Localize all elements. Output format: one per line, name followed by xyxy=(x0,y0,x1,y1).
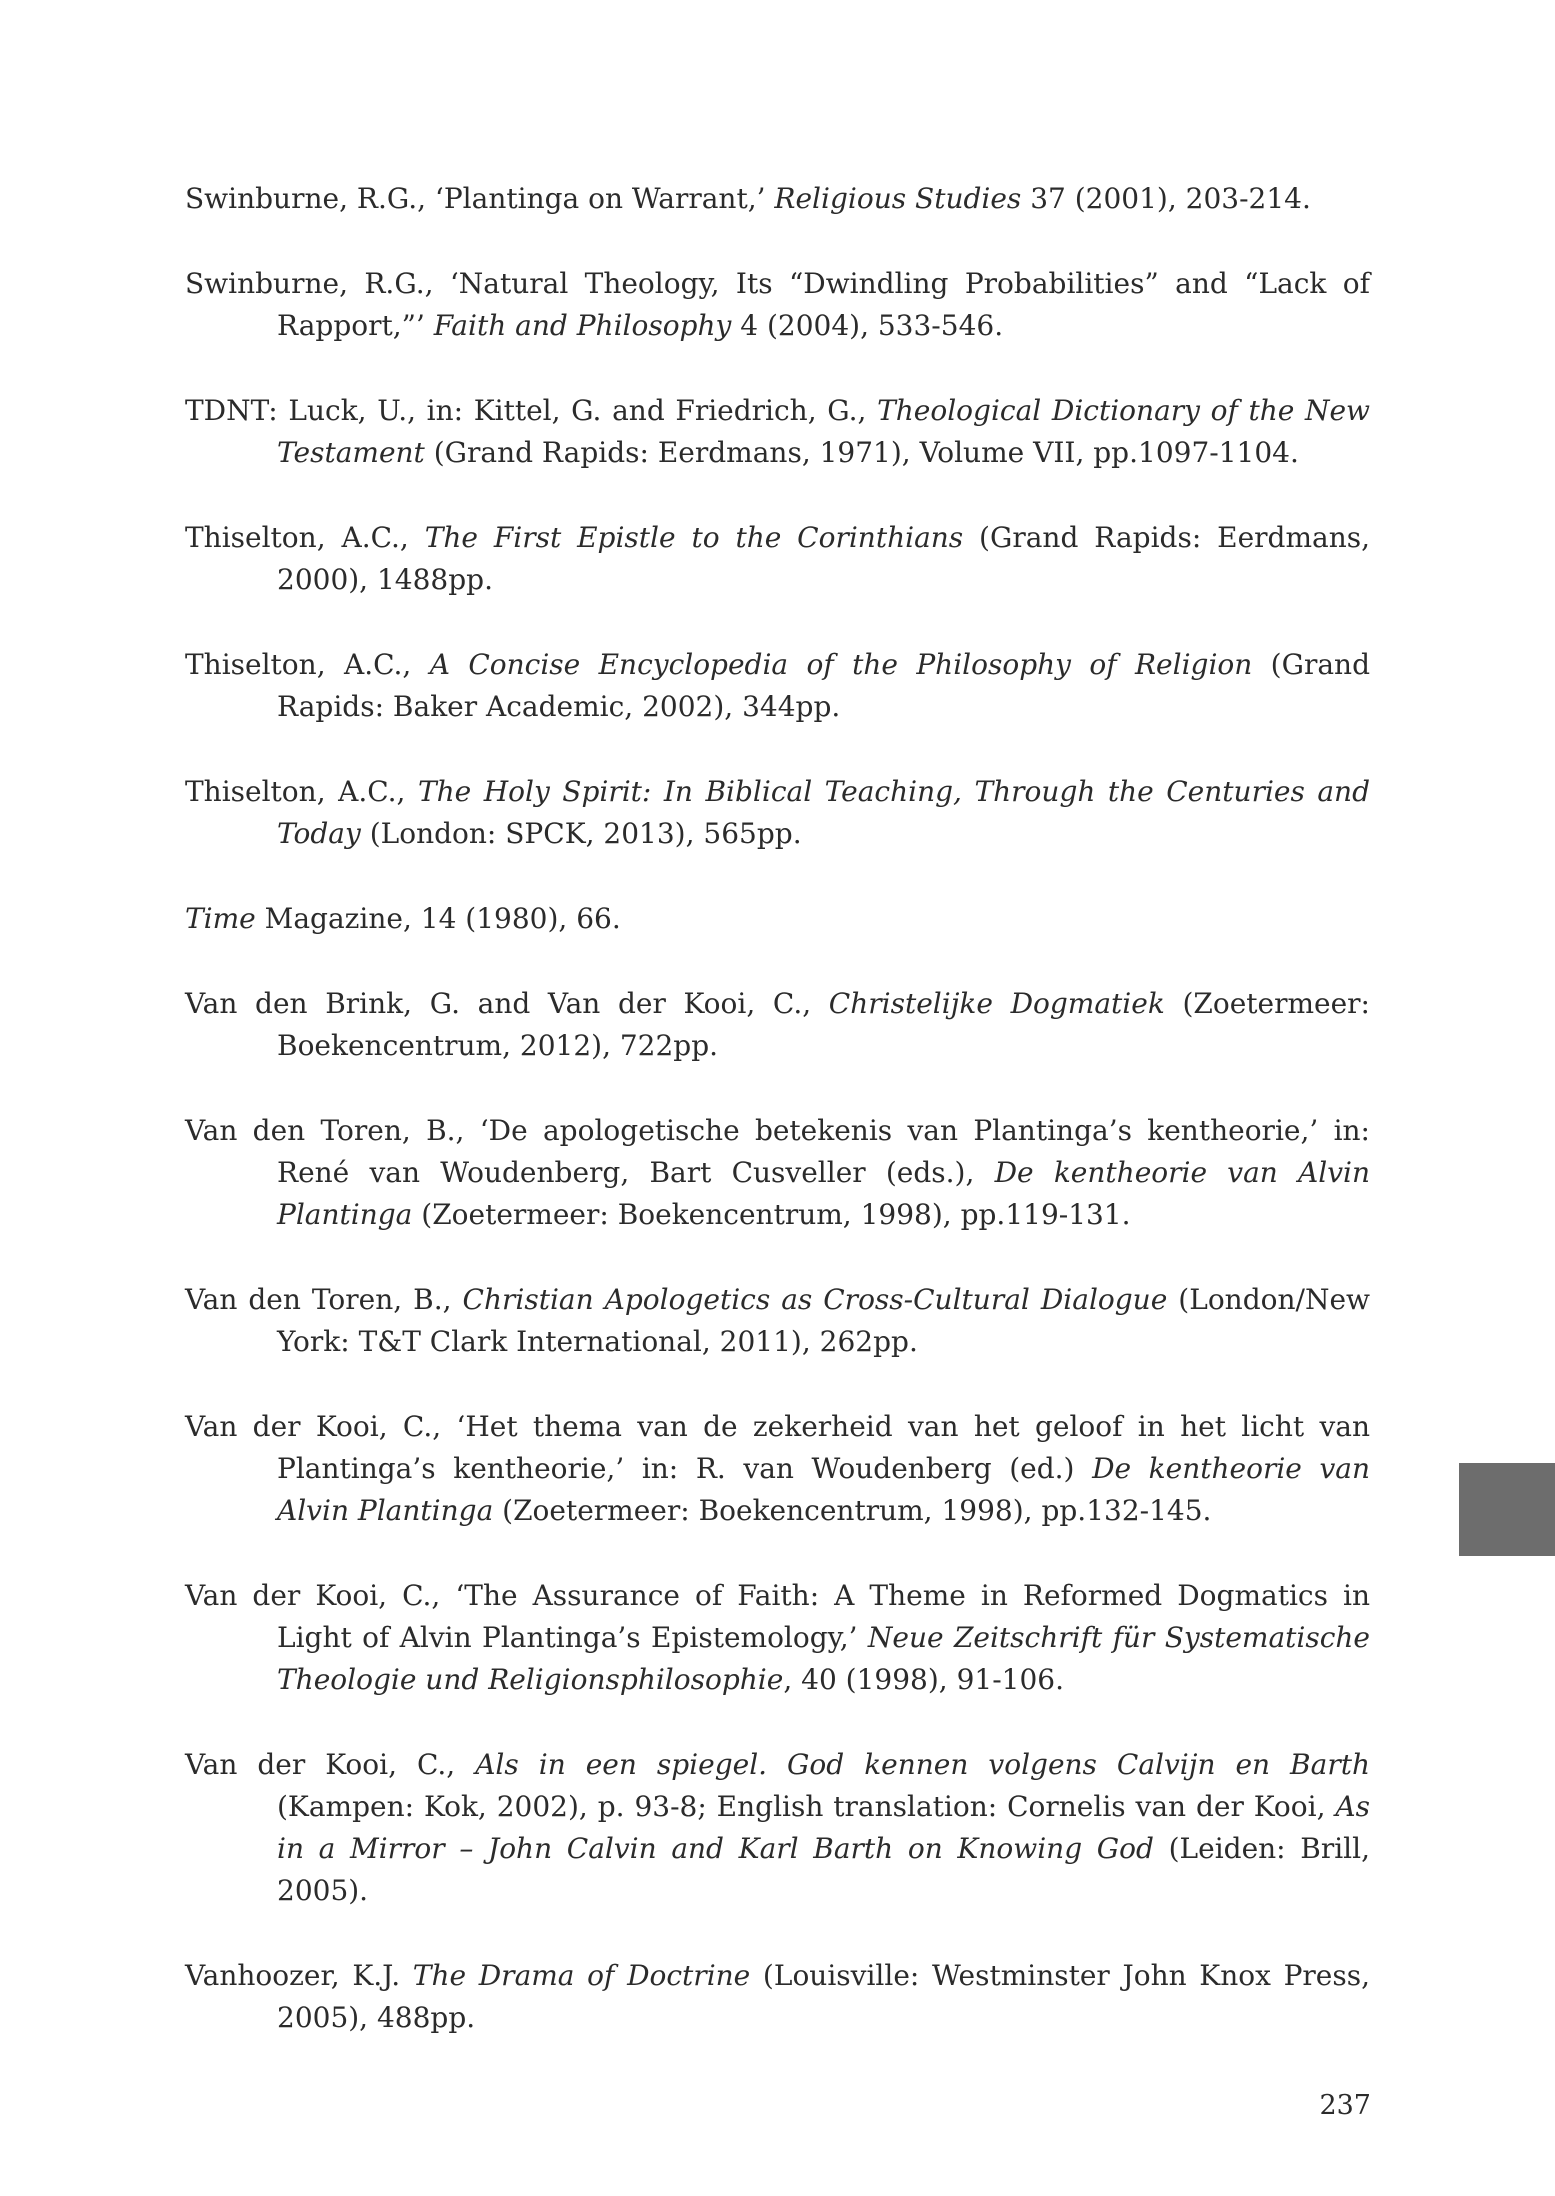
entry-text: (Grand Rapids: Baker Academic, 2002), 344pp. xyxy=(277,648,1371,723)
entry-text: Thiselton, A.C., xyxy=(185,521,425,554)
entry-text: Van der Kooi, C., xyxy=(185,1748,476,1781)
bibliography-entry-vandenbrink-2012 xyxy=(185,983,1370,1067)
bibliography-entry-vanderkooi-1998a xyxy=(185,1406,1370,1532)
entry-text: Van der Kooi, C., ‘The Assurance of Faith: A Theme in Reformed Dogmatics in Light of Alvin Plantinga’s Epistemology,’ xyxy=(185,1579,1370,1654)
bibliography-entry-thiselton-2000 xyxy=(185,517,1370,601)
entry-text: 4 (2004), 533-546. xyxy=(731,309,1004,342)
entry-title: As in a Mirror – John Calvin and Karl Barth on Knowing God xyxy=(277,1790,1370,1865)
entry-title: De kentheorie van Alvin Plantinga xyxy=(277,1156,1370,1231)
entry-text: (London/New York: T&T Clark International, 2011), 262pp. xyxy=(277,1283,1370,1358)
bibliography-entry-thiselton-2013 xyxy=(185,771,1370,855)
entry-text: (Leiden: Brill, 2005). xyxy=(277,1832,1370,1907)
bibliography-entry-vandentoren-2011 xyxy=(185,1279,1370,1363)
entry-text: (Zoetermeer: Boekencentrum, 2012), 722pp. xyxy=(277,987,1370,1062)
entry-text: TDNT: Luck, U., in: Kittel, G. and Friedrich, G., xyxy=(185,394,878,427)
bibliography-entry-tdnt-luck xyxy=(185,390,1370,474)
entry-text: (Louisville: Westminster John Knox Press, 2005), 488pp. xyxy=(277,1959,1371,2034)
bibliography-entry-swinburne-2001 xyxy=(185,178,1370,220)
entry-title: Faith and Philosophy xyxy=(433,309,732,342)
entry-title: Christian Apologetics as Cross-Cultural Dialogue xyxy=(462,1283,1168,1316)
entry-text: (Grand Rapids: Eerdmans, 2000), 1488pp. xyxy=(277,521,1371,596)
bibliography-entry-vanderkooi-1998b xyxy=(185,1575,1370,1701)
entry-text: (Kampen: Kok, 2002), p. 93-8; English translation: Cornelis van der Kooi, xyxy=(277,1790,1336,1823)
entry-title: De kentheorie van Alvin Plantinga xyxy=(277,1452,1370,1527)
bibliography-entry-vandentoren-1998 xyxy=(185,1110,1370,1236)
entry-title: Time xyxy=(185,902,256,935)
bibliography-entry-vanderkooi-2002 xyxy=(185,1744,1370,1912)
entry-text: Thiselton, A.C., xyxy=(185,775,418,808)
entry-title: The Drama of Doctrine xyxy=(412,1959,751,1992)
entry-text: (Grand Rapids: Eerdmans, 1971), Volume VII, pp.1097-1104. xyxy=(424,436,1299,469)
entry-title: The Holy Spirit: In Biblical Teaching, Through the Centuries and Today xyxy=(277,775,1370,850)
entry-title: Als in een spiegel. God kennen volgens Calvijn en Barth xyxy=(475,1748,1371,1781)
entry-text: Vanhoozer, K.J. xyxy=(185,1959,413,1992)
entry-title: The First Epistle to the Corinthians xyxy=(424,521,964,554)
entry-text: (Zoetermeer: Boekencentrum, 1998), pp.119-131. xyxy=(412,1198,1131,1231)
entry-text: (London: SPCK, 2013), 565pp. xyxy=(360,817,802,850)
bibliography-entry-time-magazine xyxy=(185,898,1370,940)
entry-text: Magazine, 14 (1980), 66. xyxy=(255,902,621,935)
entry-title: A Concise Encyclopedia of the Philosophy of Religion xyxy=(429,648,1253,681)
page-number: 237 xyxy=(1319,2090,1371,2121)
bibliography-entry-thiselton-2002 xyxy=(185,644,1370,728)
entry-text: Van den Toren, B., xyxy=(185,1283,463,1316)
bibliography-entry-vanhoozer-2005 xyxy=(185,1955,1370,2039)
entry-title: Christelijke Dogmatiek xyxy=(828,987,1165,1020)
entry-title: Neue Zeitschrift für Systematische Theologie und Religionsphilosophie xyxy=(277,1621,1370,1696)
entry-title: Theological Dictionary of the New Testament xyxy=(277,394,1371,469)
entry-text: Swinburne, R.G., ‘Plantinga on Warrant,’ xyxy=(185,182,775,215)
entry-text: 37 (2001), 203-214. xyxy=(1021,182,1311,215)
entry-text: (Zoetermeer: Boekencentrum, 1998), pp.132-145. xyxy=(493,1494,1212,1527)
entry-text: Van der Kooi, C., ‘Het thema van de zekerheid van het geloof in het licht van Plantinga’s kentheorie,’ in: R. van Woudenberg (ed.) xyxy=(185,1410,1370,1485)
entry-text: Van den Toren, B., ‘De apologetische betekenis van Plantinga’s kentheorie,’ in: René van Woudenberg, Bart Cusveller (eds.), xyxy=(185,1114,1370,1189)
bibliography-list xyxy=(185,178,1370,2039)
entry-text: , 40 (1998), 91-106. xyxy=(783,1663,1064,1696)
bibliography-entry-swinburne-2004 xyxy=(185,263,1370,347)
chapter-thumb-tab xyxy=(1459,1463,1555,1556)
entry-text: Swinburne, R.G., ‘Natural Theology, Its “Dwindling Probabilities” and “Lack of Rapport,”’ xyxy=(185,267,1370,342)
entry-text: Van den Brink, G. and Van der Kooi, C., xyxy=(185,987,829,1020)
entry-title: Religious Studies xyxy=(774,182,1022,215)
entry-text: Thiselton, A.C., xyxy=(185,648,430,681)
